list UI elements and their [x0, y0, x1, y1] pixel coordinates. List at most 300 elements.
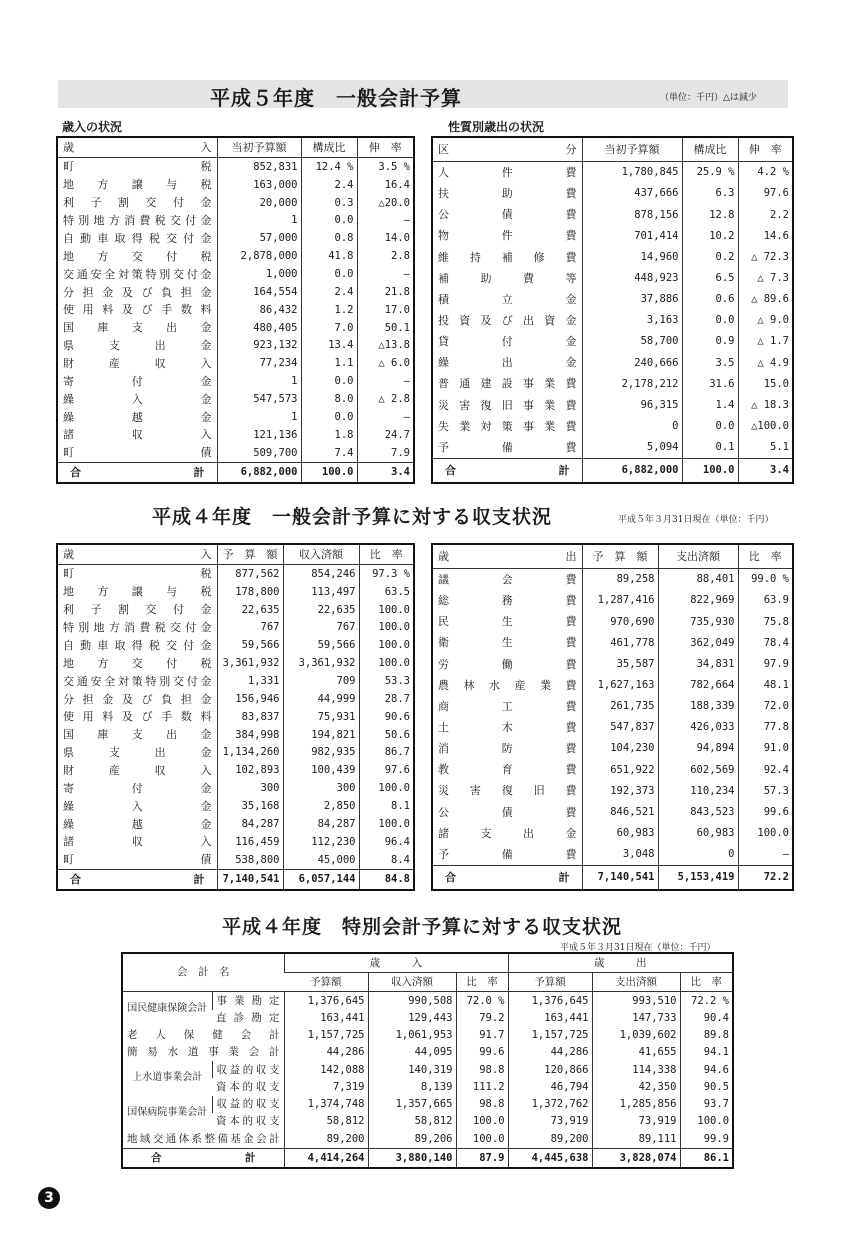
fy4-revenue-header-cell: 歳 入 [57, 544, 217, 564]
revenue-budget-cell: 2,878,000 [217, 247, 301, 265]
revenue-budget-row [57, 247, 414, 265]
fy4-expenditure-cell: 602,569 [658, 759, 738, 780]
fy4-expenditure-cell: 461,778 [582, 632, 658, 653]
expenditure-budget-cell: △ 72.3 [738, 247, 793, 268]
fy4-expenditure-row [432, 611, 793, 632]
special-subheader-cell: 予算額 [508, 973, 592, 992]
fy4-expenditure-cell: 970,690 [582, 611, 658, 632]
revenue-budget-total-cell: 100.0 [301, 463, 357, 483]
fy4-revenue-row [57, 654, 414, 672]
fy4-expenditure-cell: 72.0 [738, 696, 793, 717]
fy4-revenue-row-label: 財産収入 [63, 763, 212, 777]
fy4-expenditure-cell: 75.8 [738, 611, 793, 632]
special-row [122, 1113, 733, 1130]
fy4-revenue-row [57, 672, 414, 690]
fy4-revenue-cell: 877,562 [217, 564, 283, 583]
special-accounts-table [121, 952, 734, 1169]
special-cell: 120,866 [508, 1061, 592, 1078]
fy4-revenue-total-cell: 84.8 [359, 870, 414, 890]
revenue-budget-cell: 2.8 [357, 247, 414, 265]
special-total-row [122, 1148, 733, 1168]
revenue-budget-cell: 77,234 [217, 355, 301, 373]
revenue-budget-row-label: 繰越金 [63, 410, 212, 424]
expenditure-budget-cell: 0 [582, 416, 682, 437]
expenditure-budget-header-cell: 構成比 [682, 137, 738, 161]
special-cell: 44,286 [508, 1044, 592, 1061]
special-total-cell: 4,414,264 [284, 1148, 368, 1168]
revenue-budget-cell: — [357, 408, 414, 426]
fy4-expenditure-total-cell: 7,140,541 [582, 866, 658, 890]
fy4-revenue-row [57, 708, 414, 726]
account-name: 簡易水道事業会計 [127, 1046, 280, 1059]
fy4-expenditure-total-label: 合 計 [432, 866, 582, 890]
fy4-revenue-row [57, 762, 414, 780]
special-cell: 140,319 [368, 1061, 456, 1078]
expenditure-budget-row-label: 失業対策事業費 [438, 419, 577, 433]
expenditure-budget-row-label: 維持補修費 [438, 250, 577, 264]
fy4-expenditure-row [432, 568, 793, 590]
revenue-budget-cell: 852,831 [217, 157, 301, 176]
revenue-budget-row [57, 194, 414, 212]
account-sub-name: 直診勘定 [216, 1011, 280, 1024]
fy4-revenue-cell: 45,000 [283, 851, 359, 870]
revenue-budget-cell: 923,132 [217, 337, 301, 355]
fy4-expenditure-cell: 782,664 [658, 675, 738, 696]
fy4-expenditure-cell: 35,587 [582, 654, 658, 675]
revenue-budget-cell: 1,000 [217, 265, 301, 283]
fy4-revenue-row [57, 833, 414, 851]
fy4-revenue-header-cell: 予 算 額 [217, 544, 283, 564]
expenditure-budget-header-cell: 区 分 [432, 137, 582, 161]
revenue-budget-cell: 0.0 [301, 212, 357, 230]
fy4-revenue-row-label: 地方譲与税 [63, 585, 212, 599]
special-cell: 90.5 [680, 1078, 733, 1095]
fy4-revenue-row [57, 564, 414, 583]
special-row [122, 992, 733, 1010]
revenue-budget-row-label: 地方交付税 [63, 249, 212, 263]
special-cell: 89,200 [284, 1130, 368, 1148]
special-cell: 58,812 [368, 1113, 456, 1130]
fy4-expenditure-cell: 97.9 [738, 654, 793, 675]
revenue-budget-cell: 13.4 [301, 337, 357, 355]
revenue-budget-row-label: 交通安全対策特別交付金 [63, 267, 212, 281]
expenditure-budget-row-label: 予 備 費 [438, 441, 577, 455]
fy4-revenue-cell: 44,999 [283, 690, 359, 708]
revenue-budget-cell: 12.4 % [301, 157, 357, 176]
special-cell: 8,139 [368, 1078, 456, 1095]
revenue-budget-row [57, 408, 414, 426]
revenue-budget-cell: 0.0 [301, 408, 357, 426]
fy4-revenue-cell: 100,439 [283, 762, 359, 780]
revenue-budget-cell: — [357, 265, 414, 283]
revenue-budget-header-cell: 当初予算額 [217, 137, 301, 157]
fy4-revenue-cell: 75,931 [283, 708, 359, 726]
fy4-expenditure-row-label: 予 備 費 [438, 848, 577, 862]
special-cell: 72.0 % [456, 992, 508, 1010]
expenditure-budget-cell: 3.5 [682, 352, 738, 373]
revenue-budget-cell: 1.1 [301, 355, 357, 373]
fy4-revenue-row [57, 744, 414, 762]
revenue-budget-cell: 50.1 [357, 319, 414, 337]
revenue-budget-total-label: 合 計 [57, 463, 217, 483]
special-cell: 1,374,748 [284, 1096, 368, 1113]
fy4-expenditure-cell: 99.6 [738, 802, 793, 823]
expenditure-budget-cell: 448,923 [582, 268, 682, 289]
fy4-expenditure-cell: 60,983 [582, 823, 658, 844]
special-cell: 58,812 [284, 1113, 368, 1130]
revenue-budget-cell: 8.0 [301, 390, 357, 408]
fy4-expenditure-row [432, 759, 793, 780]
fy4-expenditure-row-label: 労 働 費 [438, 657, 577, 671]
fy4-revenue-cell: 854,246 [283, 564, 359, 583]
expenditure-heading: 性質別歳出の状況 [448, 120, 545, 134]
expenditure-budget-cell: △ 7.3 [738, 268, 793, 289]
fy4-expenditure-cell: 78.4 [738, 632, 793, 653]
revenue-budget-header-cell: 構成比 [301, 137, 357, 157]
special-cell: 91.7 [456, 1027, 508, 1044]
fy4-expenditure-row-label: 教 育 費 [438, 763, 577, 777]
account-name: 地域交通体系整備基金会計 [127, 1132, 280, 1145]
section2-title: 平成４年度 一般会計予算に対する収支状況 [152, 506, 553, 528]
fy4-revenue-row [57, 815, 414, 833]
fy4-revenue-row [57, 690, 414, 708]
fy4-revenue-row-label: 繰入金 [63, 799, 212, 813]
revenue-budget-row-label: 町 債 [63, 446, 212, 460]
revenue-budget-row-label: 寄付金 [63, 374, 212, 388]
section1-title: 平成５年度 一般会計予算 [210, 86, 462, 110]
revenue-heading: 歳入の状況 [62, 120, 123, 134]
revenue-budget-cell: △ 6.0 [357, 355, 414, 373]
fy4-expenditure-cell: 77.8 [738, 717, 793, 738]
special-cell: 79.2 [456, 1010, 508, 1027]
special-cell: 1,157,725 [284, 1027, 368, 1044]
fy4-revenue-cell: 35,168 [217, 797, 283, 815]
revenue-budget-cell: 20,000 [217, 194, 301, 212]
expenditure-budget-cell: 96,315 [582, 395, 682, 416]
expenditure-budget-total-cell: 6,882,000 [582, 459, 682, 483]
fy4-revenue-row-label: 諸収入 [63, 835, 212, 849]
expenditure-budget-row-label: 投資及び出資金 [438, 314, 577, 328]
special-row [122, 1027, 733, 1044]
fy4-expenditure-cell: 188,339 [658, 696, 738, 717]
revenue-budget-row-label: 利子割交付金 [63, 196, 212, 210]
expenditure-budget-row [432, 289, 793, 310]
fy4-revenue-table [56, 543, 415, 891]
fy4-revenue-cell: 53.3 [359, 672, 414, 690]
expenditure-budget-cell: 25.9 % [682, 161, 738, 183]
expenditure-budget-cell: 2,178,212 [582, 373, 682, 394]
revenue-budget-cell: △ 2.8 [357, 390, 414, 408]
fy4-revenue-row [57, 851, 414, 870]
expenditure-budget-cell: 6.3 [682, 183, 738, 204]
revenue-budget-total-cell: 6,882,000 [217, 463, 301, 483]
special-total-cell: 87.9 [456, 1148, 508, 1168]
fy4-revenue-row [57, 601, 414, 619]
fy4-revenue-header-cell: 比 率 [359, 544, 414, 564]
fy4-expenditure-header-row [432, 544, 793, 568]
revenue-group-header: 歳 入 [284, 953, 508, 973]
fy4-expenditure-row-label: 災害復旧費 [438, 784, 577, 798]
expenditure-budget-cell: 3,163 [582, 310, 682, 331]
expenditure-budget-cell: 4.2 % [738, 161, 793, 183]
fy4-expenditure-row-label: 消 防 費 [438, 742, 577, 756]
fy4-revenue-total-cell: 6,057,144 [283, 870, 359, 890]
special-cell: 993,510 [592, 992, 680, 1010]
revenue-budget-cell: 0.8 [301, 230, 357, 248]
special-total-label: 合 計 [122, 1148, 284, 1168]
revenue-budget-total-cell: 3.4 [357, 463, 414, 483]
expenditure-budget-cell: 14.6 [738, 225, 793, 246]
expenditure-budget-cell: 0.0 [682, 310, 738, 331]
revenue-budget-cell: 14.0 [357, 230, 414, 248]
fy4-expenditure-row-label: 議 会 費 [438, 572, 577, 586]
special-row [122, 1044, 733, 1061]
section3-date-note: 平成５年３月31日現在（単位：千円） [560, 943, 716, 953]
revenue-budget-row-label: 特別地方消費税交付金 [63, 214, 212, 228]
fy4-revenue-cell: 709 [283, 672, 359, 690]
fy4-revenue-row-label: 地方交付税 [63, 656, 212, 670]
revenue-budget-row-label: 繰入金 [63, 392, 212, 406]
expenditure-budget-cell: △ 18.3 [738, 395, 793, 416]
fy4-revenue-row [57, 637, 414, 655]
expenditure-budget-row-label: 公 債 費 [438, 208, 577, 222]
expenditure-budget-cell: 0.6 [682, 289, 738, 310]
expenditure-budget-cell: △ 89.6 [738, 289, 793, 310]
fy4-expenditure-cell: 100.0 [738, 823, 793, 844]
fy4-revenue-cell: 113,497 [283, 583, 359, 601]
revenue-budget-cell: 7.0 [301, 319, 357, 337]
revenue-budget-row [57, 283, 414, 301]
special-cell: 1,061,953 [368, 1027, 456, 1044]
revenue-budget-row-label: 地方譲与税 [63, 178, 212, 192]
special-subheader-cell: 予算額 [284, 973, 368, 992]
expenditure-budget-total-row [432, 459, 793, 483]
expenditure-budget-cell: 240,666 [582, 352, 682, 373]
expenditure-budget-cell: △ 4.9 [738, 352, 793, 373]
fy4-revenue-cell: 1,331 [217, 672, 283, 690]
fy4-revenue-row-label: 国庫支出金 [63, 728, 212, 742]
revenue-budget-total-row [57, 463, 414, 483]
fy4-revenue-total-row [57, 870, 414, 890]
fy4-revenue-cell: 28.7 [359, 690, 414, 708]
revenue-budget-row-label: 町 税 [63, 160, 212, 174]
fy4-expenditure-row [432, 717, 793, 738]
special-cell: 100.0 [680, 1113, 733, 1130]
special-row [122, 1010, 733, 1027]
fy4-expenditure-cell: 822,969 [658, 590, 738, 611]
fy4-expenditure-row-label: 土 木 費 [438, 721, 577, 735]
fy4-revenue-row-label: 交通安全対策特別交付金 [63, 674, 212, 688]
revenue-budget-row-label: 国庫支出金 [63, 321, 212, 335]
fy4-expenditure-cell: 34,831 [658, 654, 738, 675]
fy4-revenue-cell: 8.1 [359, 797, 414, 815]
revenue-budget-table [56, 136, 415, 484]
special-cell: 163,441 [508, 1010, 592, 1027]
fy4-expenditure-cell: 63.9 [738, 590, 793, 611]
expenditure-budget-row [432, 437, 793, 459]
fy4-revenue-cell: 50.6 [359, 726, 414, 744]
fy4-revenue-cell: 100.0 [359, 815, 414, 833]
special-cell: 990,508 [368, 992, 456, 1010]
special-cell: 98.8 [456, 1096, 508, 1113]
special-cell: 73,919 [592, 1113, 680, 1130]
special-cell: 89,200 [508, 1130, 592, 1148]
expenditure-budget-row-label: 繰 出 金 [438, 356, 577, 370]
fy4-revenue-cell: 22,635 [283, 601, 359, 619]
revenue-budget-header-cell: 歳 入 [57, 137, 217, 157]
account-sub-name: 事業勘定 [212, 992, 284, 1010]
fy4-expenditure-cell: 0 [658, 844, 738, 866]
fy4-revenue-cell: 3,361,932 [283, 654, 359, 672]
fy4-expenditure-row [432, 780, 793, 801]
revenue-budget-row-label: 諸収入 [63, 428, 212, 442]
special-cell: 99.9 [680, 1130, 733, 1148]
revenue-budget-row-label: 分担金及び負担金 [63, 285, 212, 299]
expenditure-budget-cell: 2.2 [738, 204, 793, 225]
expenditure-budget-row [432, 247, 793, 268]
special-cell: 89.8 [680, 1027, 733, 1044]
fy4-expenditure-cell: 99.0 % [738, 568, 793, 590]
fy4-expenditure-row [432, 823, 793, 844]
expenditure-budget-cell: 5.1 [738, 437, 793, 459]
special-cell: 100.0 [456, 1130, 508, 1148]
expenditure-budget-cell: 1,780,845 [582, 161, 682, 183]
special-cell: 1,285,856 [592, 1096, 680, 1113]
revenue-budget-cell: 16.4 [357, 176, 414, 194]
fy4-expenditure-row-label: 総 務 費 [438, 594, 577, 608]
fy4-expenditure-header-cell: 支出済額 [658, 544, 738, 568]
expenditure-budget-cell: 1.4 [682, 395, 738, 416]
fy4-revenue-header-cell: 収入済額 [283, 544, 359, 564]
expenditure-budget-row [432, 268, 793, 289]
fy4-expenditure-row-label: 諸支出金 [438, 826, 577, 840]
revenue-budget-cell: 24.7 [357, 426, 414, 444]
fy4-revenue-cell: 96.4 [359, 833, 414, 851]
expenditure-budget-row [432, 395, 793, 416]
revenue-budget-cell: 1 [217, 408, 301, 426]
account-name: 老人保健会計 [127, 1029, 280, 1042]
fy4-expenditure-row-label: 農林水産業費 [438, 678, 577, 692]
expenditure-budget-cell: △100.0 [738, 416, 793, 437]
fy4-revenue-cell: 83,837 [217, 708, 283, 726]
special-cell: 142,088 [284, 1061, 368, 1078]
revenue-budget-cell: 86,432 [217, 301, 301, 319]
fy4-revenue-cell: 102,893 [217, 762, 283, 780]
expenditure-budget-cell: 58,700 [582, 331, 682, 352]
expenditure-budget-row [432, 183, 793, 204]
special-cell: 46,794 [508, 1078, 592, 1095]
account-sub-name: 資本的収支 [216, 1115, 280, 1128]
special-cell: 1,376,645 [284, 992, 368, 1010]
expenditure-budget-row-label: 貸 付 金 [438, 335, 577, 349]
special-cell: 90.4 [680, 1010, 733, 1027]
fy4-revenue-cell: 100.0 [359, 619, 414, 637]
special-cell: 7,319 [284, 1078, 368, 1095]
fy4-expenditure-cell: 192,373 [582, 780, 658, 801]
fy4-revenue-cell: 63.5 [359, 583, 414, 601]
revenue-budget-cell: 480,405 [217, 319, 301, 337]
fy4-expenditure-cell: 1,287,416 [582, 590, 658, 611]
fy4-expenditure-header-cell: 比 率 [738, 544, 793, 568]
revenue-budget-row [57, 372, 414, 390]
fy4-revenue-cell: 194,821 [283, 726, 359, 744]
special-cell: 89,111 [592, 1130, 680, 1148]
expenditure-budget-total-cell: 3.4 [738, 459, 793, 483]
special-cell: 44,095 [368, 1044, 456, 1061]
revenue-budget-cell: 3.5 % [357, 157, 414, 176]
special-total-cell: 3,880,140 [368, 1148, 456, 1168]
revenue-budget-cell: 163,000 [217, 176, 301, 194]
special-cell: 93.7 [680, 1096, 733, 1113]
fy4-expenditure-header-cell: 予 算 額 [582, 544, 658, 568]
expenditure-budget-header-cell: 当初予算額 [582, 137, 682, 161]
special-cell: 100.0 [456, 1113, 508, 1130]
revenue-budget-row [57, 157, 414, 176]
special-row [122, 1096, 733, 1113]
fy4-expenditure-row [432, 738, 793, 759]
revenue-budget-row-label: 県支出金 [63, 339, 212, 353]
special-cell: 111.2 [456, 1078, 508, 1095]
special-cell: 41,655 [592, 1044, 680, 1061]
page-number: 3 [38, 1187, 60, 1209]
revenue-budget-header-row [57, 137, 414, 157]
special-row [122, 1130, 733, 1148]
fy4-expenditure-cell: 94,894 [658, 738, 738, 759]
revenue-budget-cell: — [357, 212, 414, 230]
expenditure-budget-row [432, 225, 793, 246]
fy4-revenue-cell: 84,287 [217, 815, 283, 833]
revenue-budget-cell: 1.8 [301, 426, 357, 444]
fy4-expenditure-header-cell: 歳 出 [432, 544, 582, 568]
fy4-revenue-cell: 100.0 [359, 637, 414, 655]
revenue-budget-row [57, 319, 414, 337]
expenditure-budget-cell: △ 9.0 [738, 310, 793, 331]
revenue-budget-cell: 41.8 [301, 247, 357, 265]
expenditure-budget-table [431, 136, 794, 484]
revenue-budget-cell: 17.0 [357, 301, 414, 319]
special-header-row [122, 953, 733, 973]
fy4-expenditure-cell: — [738, 844, 793, 866]
fy4-expenditure-cell: 57.3 [738, 780, 793, 801]
fy4-revenue-cell: 8.4 [359, 851, 414, 870]
expenditure-budget-row [432, 161, 793, 183]
fy4-revenue-cell: 59,566 [217, 637, 283, 655]
special-cell: 163,441 [284, 1010, 368, 1027]
special-cell: 1,357,665 [368, 1096, 456, 1113]
fy4-expenditure-row-label: 衛 生 費 [438, 636, 577, 650]
fy4-expenditure-row [432, 802, 793, 823]
revenue-budget-cell: 0.0 [301, 372, 357, 390]
expenditure-group-header: 歳 出 [508, 953, 733, 973]
fy4-revenue-row-label: 町 税 [63, 567, 212, 581]
revenue-budget-cell: 0.3 [301, 194, 357, 212]
fy4-revenue-row-label: 町 債 [63, 853, 212, 867]
fy4-revenue-row-label: 県支出金 [63, 746, 212, 760]
fy4-expenditure-cell: 651,922 [582, 759, 658, 780]
expenditure-budget-cell: 0.2 [682, 247, 738, 268]
special-cell: 94.1 [680, 1044, 733, 1061]
fy4-revenue-cell: 22,635 [217, 601, 283, 619]
expenditure-budget-cell: 0.9 [682, 331, 738, 352]
fy4-revenue-cell: 767 [283, 619, 359, 637]
fy4-revenue-row-label: 自動車取得税交付金 [63, 638, 212, 652]
expenditure-budget-cell: 878,156 [582, 204, 682, 225]
revenue-budget-cell: △13.8 [357, 337, 414, 355]
expenditure-budget-row [432, 204, 793, 225]
fy4-expenditure-cell: 89,258 [582, 568, 658, 590]
expenditure-budget-row [432, 310, 793, 331]
expenditure-budget-row-label: 補助費等 [438, 271, 577, 285]
